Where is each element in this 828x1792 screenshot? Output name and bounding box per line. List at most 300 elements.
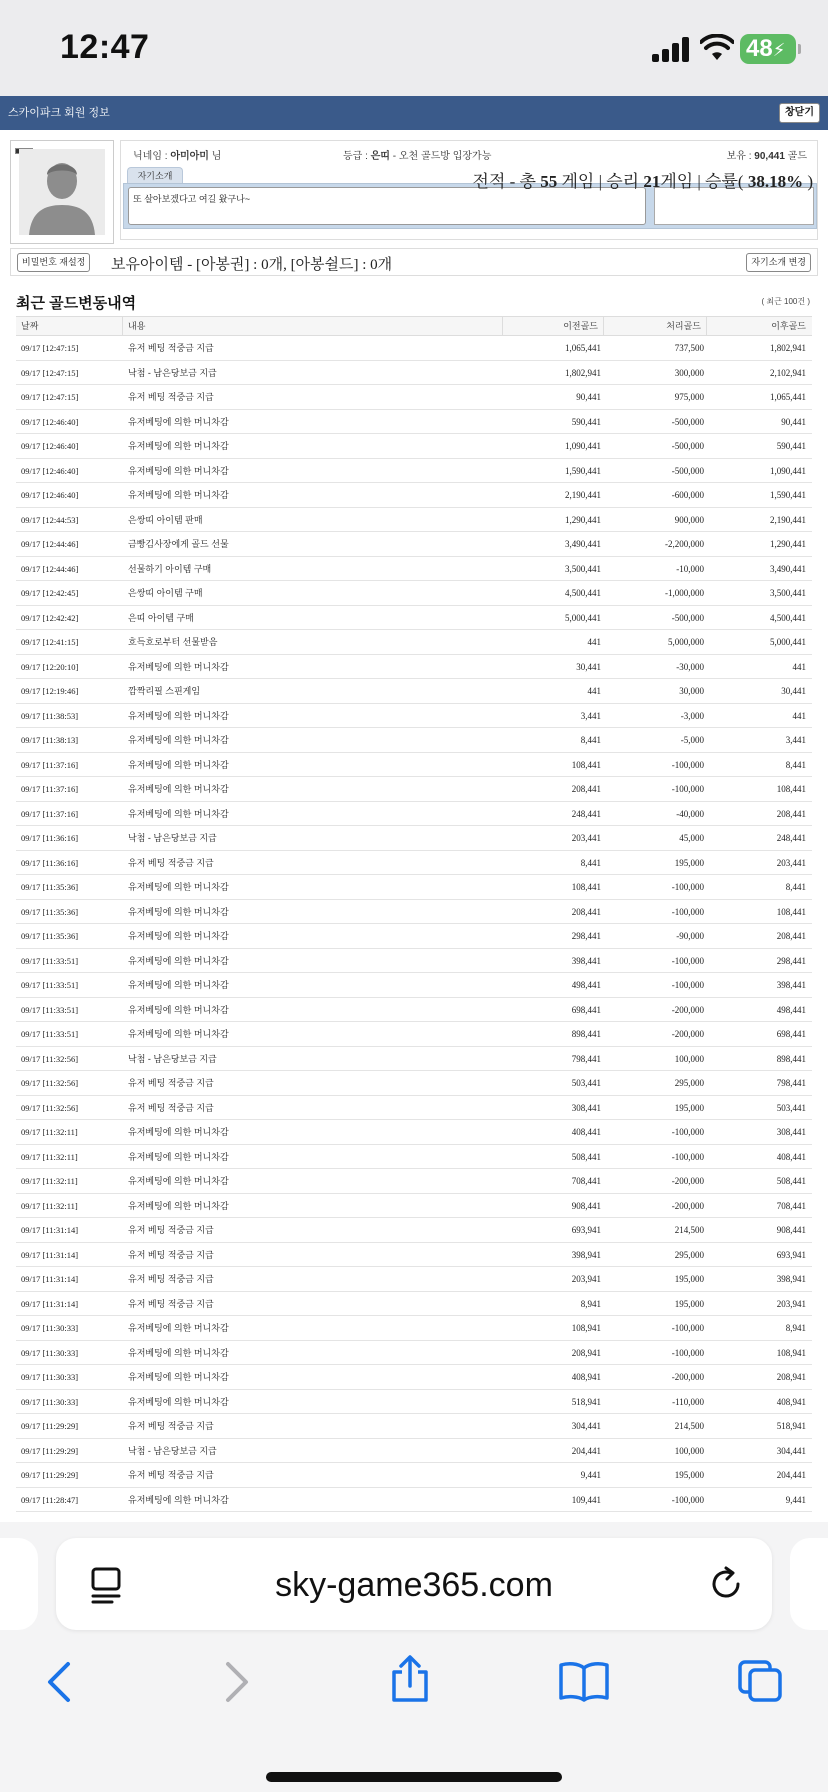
cell-desc: 유저베팅에 의한 머니차감 xyxy=(128,808,229,819)
cell-after: 898,441 xyxy=(776,1053,806,1064)
cell-delta: -100,000 xyxy=(671,906,704,917)
cell-desc: 유저베팅에 의한 머니차감 xyxy=(128,1372,229,1382)
cell-desc: 유저베팅에 의한 머니차감 xyxy=(128,1004,229,1015)
cell-prev: 708,441 xyxy=(571,1176,601,1186)
cell-desc: 유저베팅에 의한 머니차감 xyxy=(128,441,229,451)
cell-desc: 유저 베팅 적중금 지급 xyxy=(128,1298,214,1309)
prev-tab-card[interactable] xyxy=(0,1538,38,1630)
gold-balance xyxy=(727,147,807,162)
table-row xyxy=(16,1316,812,1341)
cell-prev: 1,590,441 xyxy=(565,465,601,476)
forward-icon[interactable] xyxy=(222,1660,252,1704)
battery-indicator: 48⚡ xyxy=(740,34,796,64)
cell-date: 09/17 [11:32:11] xyxy=(21,1200,78,1211)
table-row xyxy=(16,1071,812,1096)
cell-delta: -100,000 xyxy=(671,1151,704,1162)
table-row xyxy=(16,483,812,508)
cell-desc: 흐득흐로부터 선물받음 xyxy=(128,637,218,647)
table-row xyxy=(16,459,812,484)
cell-delta: -100,000 xyxy=(671,1347,704,1358)
cell-delta: 214,500 xyxy=(674,1421,704,1431)
cell-after: 2,190,441 xyxy=(770,514,806,525)
cell-desc: 유저 베팅 적중금 지급 xyxy=(128,1102,214,1113)
cell-date: 09/17 [11:38:13] xyxy=(21,735,79,745)
cell-prev: 208,441 xyxy=(571,784,601,794)
header-prev: 이전골드 xyxy=(502,317,603,336)
table-row xyxy=(16,1218,812,1243)
cell-prev: 398,941 xyxy=(571,1249,601,1260)
cell-desc: 유저베팅에 의한 머니차감 xyxy=(128,931,229,941)
cell-prev: 8,441 xyxy=(580,735,601,745)
close-window-button[interactable]: 창닫기 xyxy=(779,103,820,123)
cell-date: 09/17 [12:44:53] xyxy=(21,514,79,525)
gold-balance-unit: 골드 xyxy=(784,151,807,162)
cell-after: 208,441 xyxy=(776,931,806,941)
cell-after: 3,500,441 xyxy=(770,588,806,598)
cell-prev: 441 xyxy=(587,637,601,647)
table-row xyxy=(16,1145,812,1170)
history-title: 최근 골드변동내역 xyxy=(16,295,137,312)
profile-panel xyxy=(10,140,818,240)
header-delta: 처리골드 xyxy=(603,317,706,336)
cell-desc: 낙첨 - 남은당보금 지급 xyxy=(128,1053,217,1064)
table-row xyxy=(16,826,812,851)
cell-delta: 195,000 xyxy=(674,857,704,868)
cell-after: 108,441 xyxy=(776,906,806,917)
cell-after: 398,441 xyxy=(776,980,806,990)
table-row xyxy=(16,385,812,410)
cell-prev: 3,490,441 xyxy=(565,539,601,549)
cell-prev: 408,941 xyxy=(571,1372,601,1382)
table-row xyxy=(16,1022,812,1047)
record-prefix: 전적 - 총 xyxy=(472,172,541,191)
table-body xyxy=(16,336,812,1512)
table-row xyxy=(16,1169,812,1194)
table-row xyxy=(16,875,812,900)
next-tab-card[interactable] xyxy=(790,1538,828,1630)
cell-after: 208,441 xyxy=(776,808,806,819)
cell-delta: 100,000 xyxy=(674,1053,704,1064)
cell-date: 09/17 [11:35:36] xyxy=(21,931,79,941)
cell-date: 09/17 [12:46:40] xyxy=(21,465,79,476)
gold-balance-label: 보유 : xyxy=(726,151,755,162)
cell-after: 90,441 xyxy=(781,416,806,427)
table-row xyxy=(16,1243,812,1268)
history-note: ( 최근 100건 ) xyxy=(761,297,810,306)
cell-date: 09/17 [12:47:15] xyxy=(21,367,79,378)
cell-desc: 금빵김사장에게 골드 선물 xyxy=(128,539,229,549)
cell-date: 09/17 [11:35:36] xyxy=(21,882,79,892)
cell-date: 09/17 [11:33:51] xyxy=(21,980,79,990)
cell-prev: 1,290,441 xyxy=(565,514,601,525)
home-indicator xyxy=(266,1772,562,1782)
browser-toolbar xyxy=(0,1522,828,1792)
cell-after: 798,441 xyxy=(776,1078,806,1088)
table-row xyxy=(16,1096,812,1121)
cell-date: 09/17 [11:32:56] xyxy=(21,1053,79,1064)
cell-date: 09/17 [11:30:33] xyxy=(21,1372,79,1382)
back-icon[interactable] xyxy=(44,1660,74,1704)
table-row xyxy=(16,581,812,606)
cell-after: 698,441 xyxy=(776,1029,806,1039)
wins-unit: 게임 | 승률( xyxy=(660,172,748,191)
nickname-suffix: 님 xyxy=(208,151,222,162)
cell-desc: 깜짝리필 스핀게임 xyxy=(128,686,201,696)
cell-after: 8,941 xyxy=(785,1323,806,1333)
cell-desc: 유저베팅에 의한 머니차감 xyxy=(128,759,229,770)
cell-date: 09/17 [12:46:40] xyxy=(21,416,79,427)
cell-prev: 508,441 xyxy=(571,1151,601,1162)
cell-date: 09/17 [11:31:14] xyxy=(21,1249,79,1260)
cell-after: 8,441 xyxy=(785,882,806,892)
cellular-signal-icon xyxy=(652,36,690,62)
cell-prev: 208,941 xyxy=(571,1347,601,1358)
cell-after: 298,441 xyxy=(776,955,806,966)
member-info-page xyxy=(0,96,828,1522)
table-row xyxy=(16,532,812,557)
game-record xyxy=(473,167,813,192)
cell-date: 09/17 [11:30:33] xyxy=(21,1347,79,1358)
table-row xyxy=(16,1292,812,1317)
cell-delta: -110,000 xyxy=(672,1396,704,1407)
table-row xyxy=(16,1365,812,1390)
cell-after: 208,941 xyxy=(776,1372,806,1382)
cell-date: 09/17 [11:29:29] xyxy=(21,1445,79,1456)
cell-desc: 유저베팅에 의한 머니차감 xyxy=(128,710,229,721)
table-row xyxy=(16,1414,812,1439)
avatar xyxy=(19,149,105,235)
table-row xyxy=(16,1341,812,1366)
table-row xyxy=(16,949,812,974)
cell-after: 3,490,441 xyxy=(770,563,806,574)
cell-delta: -100,000 xyxy=(671,759,704,770)
address-bar[interactable] xyxy=(56,1538,772,1630)
reload-icon[interactable] xyxy=(708,1566,744,1602)
cell-desc: 유저 베팅 적중금 지급 xyxy=(128,1274,214,1284)
cell-after: 708,441 xyxy=(776,1200,806,1211)
cell-date: 09/17 [11:37:16] xyxy=(21,808,79,819)
cell-desc: 은쌍띠 아이템 판매 xyxy=(128,514,203,525)
cell-desc: 낙첨 - 남은당보금 지급 xyxy=(128,367,217,378)
cell-date: 09/17 [11:33:51] xyxy=(21,1004,79,1015)
cell-after: 308,441 xyxy=(776,1127,806,1137)
table-row xyxy=(16,434,812,459)
cell-date: 09/17 [11:31:14] xyxy=(21,1274,79,1284)
cell-prev: 4,500,441 xyxy=(565,588,601,598)
cell-delta: 195,000 xyxy=(674,1274,704,1284)
cell-delta: 100,000 xyxy=(674,1445,704,1456)
intro-text: 또 살아보겠다고 여길 왔구나~ xyxy=(128,187,646,225)
nickname-label: 닉네임 : xyxy=(133,151,171,162)
tabs-icon[interactable] xyxy=(736,1658,784,1704)
cell-delta: 214,500 xyxy=(674,1225,704,1235)
cell-delta: 737,500 xyxy=(674,343,704,353)
cell-after: 441 xyxy=(792,710,806,721)
reset-password-button[interactable]: 비밀번호 재설정 xyxy=(17,253,90,272)
cell-date: 09/17 [12:42:42] xyxy=(21,612,79,623)
cell-date: 09/17 [11:35:36] xyxy=(21,906,79,917)
table-row xyxy=(16,802,812,827)
cell-delta: 45,000 xyxy=(679,833,704,843)
cell-date: 09/17 [11:37:16] xyxy=(21,759,79,770)
cell-prev: 108,941 xyxy=(571,1323,601,1333)
cell-prev: 203,941 xyxy=(571,1274,601,1284)
cell-date: 09/17 [11:30:33] xyxy=(21,1323,79,1333)
table-row xyxy=(16,728,812,753)
header-date: 날짜 xyxy=(21,321,39,331)
cell-after: 108,441 xyxy=(776,784,806,794)
nickname-line xyxy=(133,147,221,162)
cell-delta: 975,000 xyxy=(674,392,704,402)
url-text[interactable]: sky-game365.com xyxy=(275,1566,553,1604)
cell-delta: -100,000 xyxy=(671,980,704,990)
cell-delta: -10,000 xyxy=(676,563,704,574)
cell-prev: 3,441 xyxy=(580,710,601,721)
cell-date: 09/17 [11:33:51] xyxy=(21,1029,79,1039)
cell-desc: 선물하기 아이템 구매 xyxy=(128,563,212,574)
cell-date: 09/17 [11:32:56] xyxy=(21,1078,79,1088)
cell-desc: 유저베팅에 의한 머니차감 xyxy=(128,882,229,892)
cell-after: 398,941 xyxy=(776,1274,806,1284)
cell-prev: 208,441 xyxy=(571,906,601,917)
cell-after: 248,441 xyxy=(776,833,806,843)
cell-prev: 308,441 xyxy=(571,1102,601,1113)
cell-delta: -100,000 xyxy=(671,1494,704,1505)
change-intro-button[interactable]: 자기소개 변경 xyxy=(746,253,811,272)
status-bar xyxy=(0,0,828,96)
cell-prev: 90,441 xyxy=(576,392,601,402)
cell-date: 09/17 [11:28:47] xyxy=(21,1494,79,1505)
cell-prev: 398,441 xyxy=(571,955,601,966)
total-games: 55 xyxy=(540,172,558,191)
cell-delta: -100,000 xyxy=(671,882,704,892)
cell-after: 8,441 xyxy=(785,759,806,770)
table-row xyxy=(16,973,812,998)
owned-items-text: 보유아이템 - [아봉권] : 0개, [아봉쉴드] : 0개 xyxy=(111,257,393,273)
table-row xyxy=(16,1120,812,1145)
cell-delta: -500,000 xyxy=(671,416,704,427)
cell-delta: -1,000,000 xyxy=(665,588,704,598)
cell-after: 1,802,941 xyxy=(770,343,806,353)
cell-delta: 295,000 xyxy=(674,1078,704,1088)
table-row xyxy=(16,704,812,729)
cell-prev: 1,065,441 xyxy=(565,343,601,353)
cell-prev: 248,441 xyxy=(571,808,601,819)
cell-after: 304,441 xyxy=(776,1445,806,1456)
cell-delta: 195,000 xyxy=(674,1298,704,1309)
table-row xyxy=(16,753,812,778)
cell-after: 3,441 xyxy=(785,735,806,745)
cell-date: 09/17 [12:42:45] xyxy=(21,588,79,598)
cell-date: 09/17 [11:32:11] xyxy=(21,1151,78,1162)
cell-desc: 유저베팅에 의한 머니차감 xyxy=(128,735,229,745)
cell-prev: 109,441 xyxy=(571,1494,601,1505)
header-desc: 내용 xyxy=(122,317,145,336)
cell-delta: -100,000 xyxy=(671,1323,704,1333)
cell-date: 09/17 [11:31:14] xyxy=(21,1225,79,1235)
grade-line xyxy=(343,147,491,162)
cell-after: 518,941 xyxy=(776,1421,806,1431)
cell-after: 2,102,941 xyxy=(770,367,806,378)
cell-delta: 300,000 xyxy=(674,367,704,378)
cell-desc: 유저 베팅 적중금 지급 xyxy=(128,1225,214,1235)
cell-after: 204,441 xyxy=(776,1470,806,1480)
cell-desc: 유저베팅에 의한 머니차감 xyxy=(128,416,229,427)
cell-after: 1,590,441 xyxy=(770,490,806,500)
battery-level: 48 xyxy=(746,35,773,62)
table-row xyxy=(16,606,812,631)
cell-date: 09/17 [11:33:51] xyxy=(21,955,79,966)
table-row xyxy=(16,924,812,949)
cell-desc: 낙첨 - 남은당보금 지급 xyxy=(128,833,217,843)
table-row xyxy=(16,508,812,533)
cell-delta: -500,000 xyxy=(671,612,704,623)
cell-delta: -3,000 xyxy=(680,710,704,721)
cell-desc: 유저베팅에 의한 머니차감 xyxy=(128,906,229,917)
grade-description: - 오천 골드방 입장가능 xyxy=(389,151,492,162)
cell-after: 693,941 xyxy=(776,1249,806,1260)
cell-after: 503,441 xyxy=(776,1102,806,1113)
cell-prev: 518,941 xyxy=(571,1396,601,1407)
cell-after: 590,441 xyxy=(776,441,806,451)
cell-prev: 8,941 xyxy=(580,1298,601,1309)
win-rate-suffix: ) xyxy=(803,172,813,191)
cell-delta: -600,000 xyxy=(671,490,704,500)
cell-date: 09/17 [12:19:46] xyxy=(21,686,79,696)
cell-desc: 유저베팅에 의한 머니차감 xyxy=(128,1200,229,1211)
cell-after: 441 xyxy=(792,661,806,672)
cell-date: 09/17 [12:46:40] xyxy=(21,490,79,500)
cell-after: 498,441 xyxy=(776,1004,806,1015)
intro-side-box xyxy=(654,187,814,225)
cell-desc: 유저베팅에 의한 머니차감 xyxy=(128,784,229,794)
cell-after: 203,941 xyxy=(776,1298,806,1309)
table-row xyxy=(16,655,812,680)
cell-prev: 3,500,441 xyxy=(565,563,601,574)
table-row xyxy=(16,557,812,582)
cell-date: 09/17 [11:36:16] xyxy=(21,833,79,843)
cell-delta: -100,000 xyxy=(671,1127,704,1137)
table-row xyxy=(16,336,812,361)
cell-after: 5,000,441 xyxy=(770,637,806,647)
cell-date: 09/17 [11:37:16] xyxy=(21,784,79,794)
cell-delta: -500,000 xyxy=(671,465,704,476)
table-row xyxy=(16,900,812,925)
cell-desc: 은띠 아이템 구매 xyxy=(128,612,194,623)
table-row xyxy=(16,1267,812,1292)
cell-date: 09/17 [11:31:14] xyxy=(21,1298,79,1309)
cell-desc: 유저베팅에 의한 머니차감 xyxy=(128,490,229,500)
cell-prev: 9,441 xyxy=(580,1470,601,1480)
bookmarks-icon[interactable] xyxy=(558,1660,610,1702)
cell-delta: -40,000 xyxy=(676,808,704,819)
cell-delta: 295,000 xyxy=(674,1249,704,1260)
cell-delta: -200,000 xyxy=(671,1004,704,1015)
nickname: 아미아미 xyxy=(170,151,209,162)
cell-prev: 304,441 xyxy=(571,1421,601,1431)
header-after: 이후골드 xyxy=(706,317,812,336)
table-row xyxy=(16,1390,812,1415)
cell-delta: -5,000 xyxy=(680,735,704,745)
cell-delta: -200,000 xyxy=(671,1176,704,1186)
cell-desc: 유저 베팅 적중금 지급 xyxy=(128,1078,214,1088)
cell-delta: -100,000 xyxy=(671,955,704,966)
cell-prev: 698,441 xyxy=(571,1004,601,1015)
tab-intro[interactable]: 자기소개 xyxy=(127,167,183,185)
cell-after: 408,441 xyxy=(776,1151,806,1162)
table-row xyxy=(16,1463,812,1488)
cell-prev: 590,441 xyxy=(571,416,601,427)
status-time: 12:47 xyxy=(60,28,150,66)
cell-after: 1,065,441 xyxy=(770,392,806,402)
cell-prev: 408,441 xyxy=(571,1127,601,1137)
games-unit: 게임 | 승리 xyxy=(557,172,644,191)
cell-prev: 298,441 xyxy=(571,931,601,941)
cell-prev: 898,441 xyxy=(571,1029,601,1039)
cell-desc: 유저베팅에 의한 머니차감 xyxy=(128,1396,229,1407)
cell-date: 09/17 [11:32:56] xyxy=(21,1102,79,1113)
grade: 은띠 xyxy=(370,151,390,162)
table-row xyxy=(16,410,812,435)
cell-desc: 유저베팅에 의한 머니차감 xyxy=(128,1176,229,1186)
cell-prev: 503,441 xyxy=(571,1078,601,1088)
cell-delta: 30,000 xyxy=(679,686,704,696)
table-row xyxy=(16,1194,812,1219)
cell-prev: 204,441 xyxy=(571,1445,601,1456)
cell-after: 908,441 xyxy=(776,1225,806,1235)
cell-date: 09/17 [12:20:10] xyxy=(21,661,79,672)
cell-delta: 195,000 xyxy=(674,1470,704,1480)
cell-date: 09/17 [11:32:11] xyxy=(21,1127,78,1137)
cell-desc: 유저 베팅 적중금 지급 xyxy=(128,1470,214,1480)
cell-desc: 유저베팅에 의한 머니차감 xyxy=(128,955,229,966)
table-row xyxy=(16,1439,812,1464)
wins: 21 xyxy=(643,172,661,191)
cell-prev: 8,441 xyxy=(580,857,601,868)
cell-delta: -2,200,000 xyxy=(665,539,704,549)
avatar-frame xyxy=(10,140,114,244)
cell-delta: 5,000,000 xyxy=(668,637,704,647)
profile-info xyxy=(120,140,818,240)
table-row xyxy=(16,361,812,386)
cell-desc: 유저 베팅 적중금 지급 xyxy=(128,1249,214,1260)
cell-prev: 108,441 xyxy=(571,882,601,892)
cell-prev: 693,941 xyxy=(571,1225,601,1235)
cell-prev: 1,802,941 xyxy=(565,367,601,378)
cell-date: 09/17 [11:32:11] xyxy=(21,1176,78,1186)
table-row xyxy=(16,630,812,655)
cell-date: 09/17 [12:41:15] xyxy=(21,637,79,647)
cell-prev: 108,441 xyxy=(571,759,601,770)
cell-delta: -90,000 xyxy=(676,931,704,941)
cell-prev: 5,000,441 xyxy=(565,612,601,623)
share-icon[interactable] xyxy=(388,1654,432,1704)
wifi-icon xyxy=(700,34,734,62)
cell-prev: 1,090,441 xyxy=(565,441,601,451)
cell-desc: 유저 베팅 적중금 지급 xyxy=(128,857,214,868)
cell-desc: 유저베팅에 의한 머니차감 xyxy=(128,1127,229,1137)
cell-desc: 유저베팅에 의한 머니차감 xyxy=(128,1323,229,1333)
cell-after: 9,441 xyxy=(785,1494,806,1505)
cell-after: 30,441 xyxy=(781,686,806,696)
cell-prev: 2,190,441 xyxy=(565,490,601,500)
cell-date: 09/17 [12:44:46] xyxy=(21,539,79,549)
cell-delta: -200,000 xyxy=(671,1372,704,1382)
cell-delta: -200,000 xyxy=(671,1200,704,1211)
table-row xyxy=(16,1488,812,1513)
cell-date: 09/17 [11:36:16] xyxy=(21,857,79,868)
cell-prev: 908,441 xyxy=(571,1200,601,1211)
